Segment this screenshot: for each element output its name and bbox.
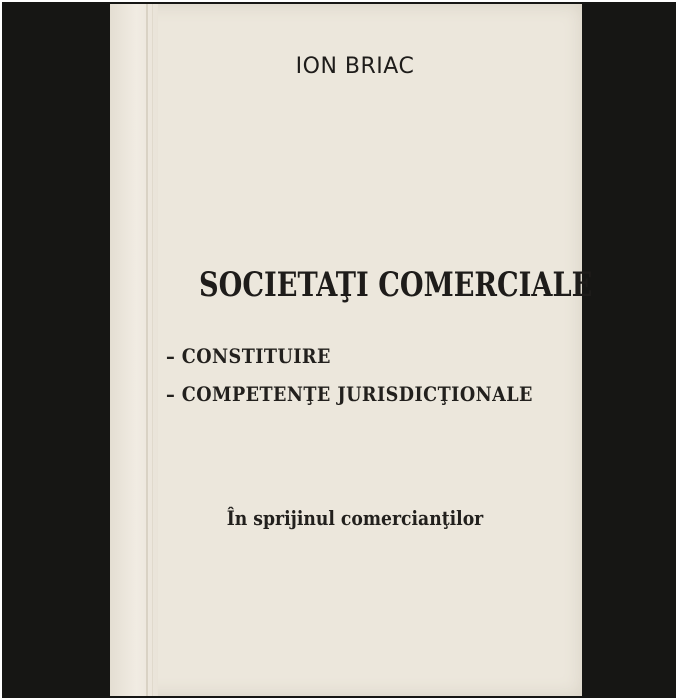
spine-crease: [152, 4, 153, 696]
book-tagline: În sprijinul comercianţilor: [226, 506, 484, 530]
subtitle-line: – CONSTITUIRE: [166, 344, 331, 368]
spine-crease: [146, 4, 148, 696]
subtitle-line: – COMPETENŢE JURISDICŢIONALE: [166, 382, 533, 406]
book-spine: [110, 4, 158, 696]
author-name: ION BRIAC: [295, 54, 415, 79]
book-title: SOCIETAŢI COMERCIALE: [199, 265, 593, 305]
